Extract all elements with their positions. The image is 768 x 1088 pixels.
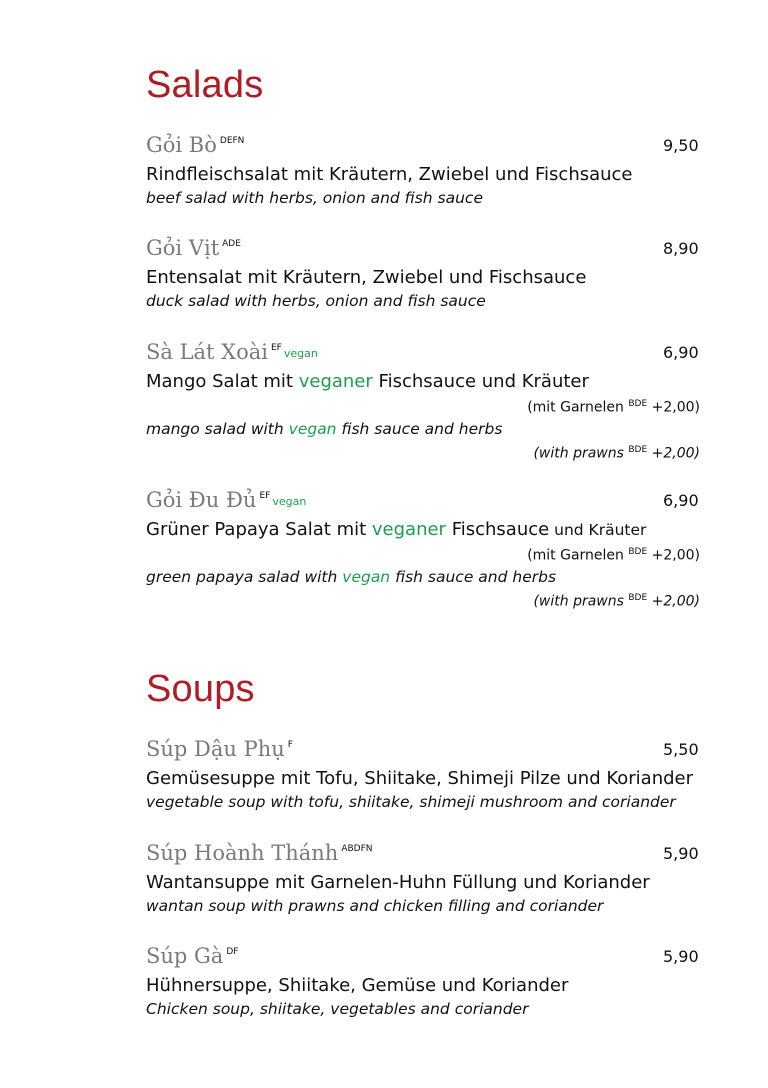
vegan-highlight: vegan (288, 419, 337, 438)
dish-goi-bo (146, 133, 706, 209)
allergen-codes: ABDFN (341, 844, 373, 854)
description-en: wantan soup with prawns and chicken filling and coriander (146, 897, 604, 915)
option-de (146, 542, 706, 566)
option-text: +2,00) (647, 445, 700, 462)
dish-name: Súp Hoành Thánh (146, 841, 339, 865)
description-de: Rindfleischsalat mit Kräutern, Zwiebel und Fischsauce (146, 164, 633, 185)
en-text: fish sauce and herbs (336, 419, 503, 438)
dish-price: 6,90 (663, 491, 699, 510)
vegan-highlight: veganer (371, 519, 446, 540)
dish-name: Gỏi Vịt (146, 236, 220, 260)
option-text: (with prawns (533, 445, 629, 462)
dish-sup-hoanh-thanh (146, 841, 706, 917)
allergen-codes: DF (226, 947, 239, 957)
option-text: +2,00) (647, 547, 700, 564)
option-text: (mit Garnelen (527, 547, 629, 564)
description-de: Hühnersuppe, Shiitake, Gemüse und Koriander (146, 975, 569, 996)
en-text: mango salad with (146, 419, 289, 438)
dish-name: Súp Gà (146, 944, 224, 968)
description-de (146, 518, 706, 542)
option-text: (with prawns (533, 593, 629, 610)
dish-price: 6,90 (663, 343, 699, 362)
dish-price: 9,50 (663, 136, 699, 155)
description-de (146, 370, 706, 394)
description-en: vegetable soup with tofu, shiitake, shimeji mushroom and coriander (146, 793, 676, 811)
option-text: (mit Garnelen (527, 399, 629, 416)
de-text: Mango Salat mit (146, 371, 299, 392)
dish-goi-du-du (146, 488, 706, 611)
dish-price: 5,90 (663, 844, 699, 863)
description-en: beef salad with herbs, onion and fish sauce (146, 189, 483, 207)
allergen-codes: BDE (628, 444, 648, 455)
dish-name: Sà Lát Xoài (146, 340, 268, 364)
section-title-salads: Salads (146, 64, 264, 106)
dish-sup-dau-phu (146, 737, 706, 813)
description-de: Wantansuppe mit Garnelen-Huhn Füllung und Koriander (146, 872, 650, 893)
dish-price: 5,50 (663, 740, 699, 759)
allergen-codes: EF (259, 491, 271, 501)
option-en (146, 588, 706, 612)
en-text: fish sauce and herbs (390, 567, 557, 586)
en-text: green papaya salad with (146, 567, 343, 586)
dish-name: Súp Dậu Phụ (146, 737, 285, 761)
option-de (146, 394, 706, 418)
description-de: Entensalat mit Kräutern, Zwiebel und Fischsauce (146, 267, 587, 288)
vegan-highlight: veganer (298, 371, 373, 392)
de-text: Grüner Papaya Salat mit (146, 519, 372, 540)
allergen-codes: BDE (628, 399, 648, 409)
allergen-codes: ADE (222, 239, 241, 249)
de-text: und Kräuter (549, 521, 647, 539)
option-text: +2,00) (647, 399, 700, 416)
dish-price: 5,90 (663, 947, 699, 966)
dish-goi-vit (146, 236, 706, 312)
dish-price: 8,90 (663, 239, 699, 258)
dish-sa-lat-xoai (146, 340, 706, 463)
vegan-tag: vegan (272, 495, 307, 508)
allergen-codes: DEFN (219, 136, 245, 146)
dish-name: Gỏi Đu Đủ (146, 488, 257, 512)
description-de: Gemüsesuppe mit Tofu, Shiitake, Shimeji Pilze und Koriander (146, 768, 694, 789)
allergen-codes: EF (271, 343, 282, 353)
dish-sup-ga (146, 944, 706, 1020)
vegan-highlight: vegan (342, 567, 391, 586)
de-text: Fischsauce (445, 519, 550, 540)
allergen-codes: BDE (628, 592, 648, 603)
de-text: Fischsauce und Kräuter (372, 371, 589, 392)
vegan-tag: vegan (283, 347, 318, 360)
option-text: +2,00) (647, 593, 700, 610)
description-en: duck salad with herbs, onion and fish sauce (146, 292, 486, 310)
dish-name: Gỏi Bò (146, 133, 217, 157)
description-en: Chicken soup, shiitake, vegetables and coriander (146, 1000, 529, 1018)
section-title-soups: Soups (146, 668, 255, 710)
option-en (146, 440, 706, 464)
description-en (146, 566, 706, 588)
allergen-codes: BDE (628, 547, 648, 557)
allergen-codes: F (287, 740, 293, 750)
description-en (146, 418, 706, 440)
